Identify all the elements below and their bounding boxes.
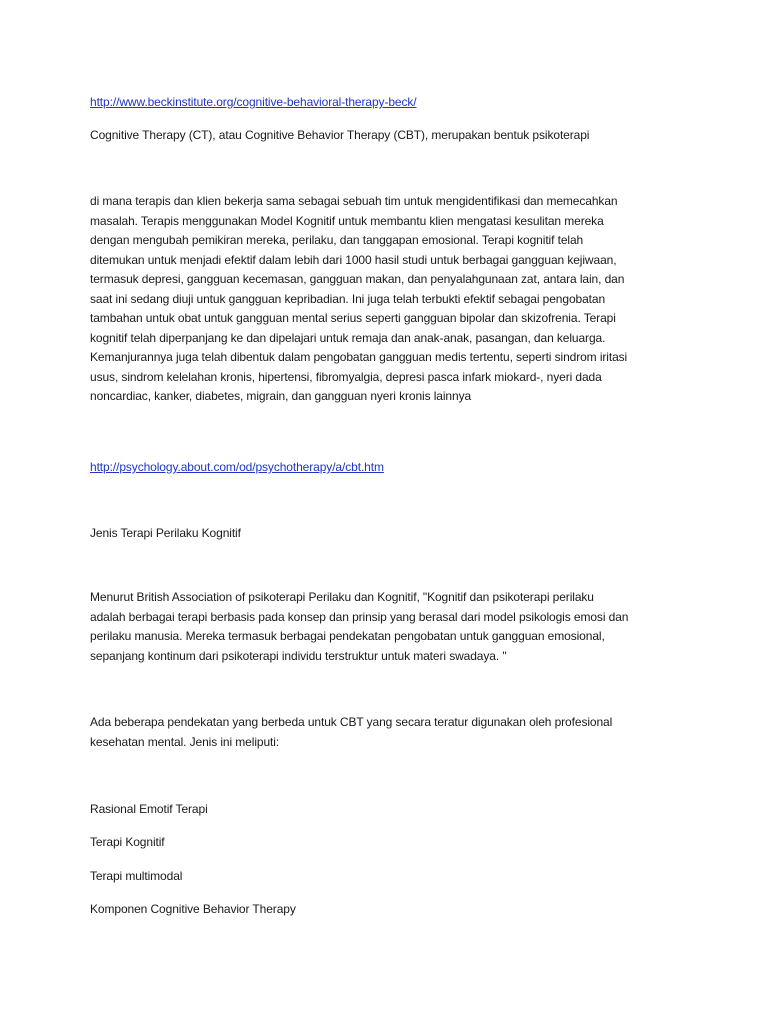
intro-sentence: Cognitive Therapy (CT), atau Cognitive Behavior Therapy (CBT), merupakan bentuk psikoterapi <box>90 128 590 142</box>
paragraph-line: ditemukan untuk menjadi efektif dalam lebih dari 1000 hasil studi untuk berbagai gangguan kejiwaan, <box>90 252 617 267</box>
paragraph-line: masalah. Terapis menggunakan Model Kognitif untuk membantu klien mengatasi kesulitan mereka <box>90 213 604 228</box>
paragraph-line: sepanjang kontinum dari psikoterapi individu terstruktur untuk materi swadaya. " <box>90 648 507 663</box>
paragraph-line: Menurut British Association of psikoterapi Perilaku dan Kognitif, "Kognitif dan psikoterapi perilaku <box>90 590 594 604</box>
paragraph-line: termasuk depresi, gangguan kecemasan, gangguan makan, dan penyalahgunaan zat, antara lain, dan <box>90 272 625 286</box>
list-item: Rasional Emotif Terapi <box>90 802 208 816</box>
paragraph-line: adalah berbagai terapi berbasis pada konsep dan prinsip yang berasal dari model psikologis emosi dan <box>90 609 629 624</box>
paragraph-approaches <box>90 713 685 752</box>
paragraph-line: Kemanjurannya juga telah dibentuk dalam pengobatan gangguan medis tertentu, seperti sindrom iritasi <box>90 350 628 364</box>
paragraph-line: kesehatan mental. Jenis ini meliputi: <box>90 734 280 749</box>
reference-link-2-container <box>90 458 384 478</box>
paragraph-british-association <box>90 588 685 666</box>
paragraph-line: dengan mengubah pemikiran mereka, perilaku, dan tanggapan emosional. Terapi kognitif telah <box>90 233 584 247</box>
reference-link-psychology-about[interactable]: http://psychology.about.com/od/psychotherapy/a/cbt.htm <box>90 460 384 474</box>
reference-link-beckinstitute[interactable]: http://www.beckinstitute.org/cognitive-behavioral-therapy-beck/ <box>90 95 417 109</box>
paragraph-line: Ada beberapa pendekatan yang berbeda untuk CBT yang secara teratur digunakan oleh profesional <box>90 715 613 729</box>
list-item: Terapi Kognitif <box>90 835 165 849</box>
paragraph-cbt-description <box>90 192 685 407</box>
list-item: Komponen Cognitive Behavior Therapy <box>90 902 296 916</box>
paragraph-line: saat ini sedang diuji untuk gangguan kepribadian. Ini juga telah terbukti efektif sebagai pengobatan <box>90 291 606 306</box>
paragraph-line: noncardiac, kanker, diabetes, migrain, dan gangguan nyeri kronis lainnya <box>90 389 472 403</box>
paragraph-line: perilaku manusia. Mereka termasuk berbagai pendekatan pengobatan untuk gangguan emosional, <box>90 629 605 643</box>
paragraph-line: usus, sindrom kelelahan kronis, hipertensi, fibromyalgia, depresi pasca infark miokard-, nyeri dada <box>90 369 602 384</box>
reference-link-1-container <box>90 93 417 113</box>
list-item: Terapi multimodal <box>90 869 183 883</box>
section-heading: Jenis Terapi Perilaku Kognitif <box>90 526 241 540</box>
paragraph-line: di mana terapis dan klien bekerja sama sebagai sebuah tim untuk mengidentifikasi dan memecahkan <box>90 194 618 208</box>
paragraph-line: kognitif telah diperpanjang ke dan dipelajari untuk remaja dan anak-anak, pasangan, dan keluarga. <box>90 330 606 345</box>
paragraph-line: tambahan untuk obat untuk gangguan mental serius seperti gangguan bipolar dan skizofrenia. Terapi <box>90 311 616 325</box>
